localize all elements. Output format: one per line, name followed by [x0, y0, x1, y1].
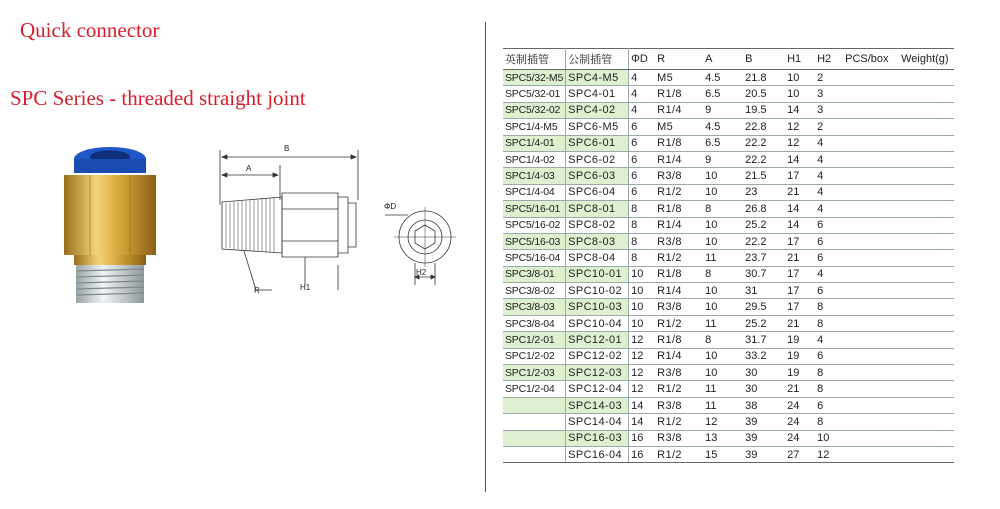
cell-r: R1/4: [655, 217, 703, 233]
cell-r: R1/8: [655, 135, 703, 151]
cell-r: R1/2: [655, 446, 703, 462]
cell-imperial-tube: SPC5/16-03: [503, 233, 566, 249]
cell-metric-tube: SPC6-M5: [566, 119, 629, 135]
cell-imperial-tube: SPC3/8-03: [503, 299, 566, 315]
cell-h1: 17: [785, 299, 815, 315]
cell-pcs-box: [843, 283, 899, 299]
cell-imperial-tube: SPC5/32-01: [503, 86, 566, 102]
cell-h2: 3: [815, 102, 843, 118]
cell-a: 15: [703, 446, 743, 462]
cell-r: R3/8: [655, 365, 703, 381]
header-a: A: [703, 49, 743, 70]
cell-b: 26.8: [743, 201, 785, 217]
cell-h1: 27: [785, 446, 815, 462]
cell-imperial-tube: [503, 446, 566, 462]
cell-imperial-tube: SPC1/2-04: [503, 381, 566, 397]
cell-phi-d: 6: [629, 168, 656, 184]
cell-h1: 10: [785, 86, 815, 102]
cell-h1: 10: [785, 70, 815, 86]
cell-h1: 14: [785, 102, 815, 118]
cell-b: 19.5: [743, 102, 785, 118]
cell-metric-tube: SPC6-03: [566, 168, 629, 184]
cell-imperial-tube: SPC1/4-01: [503, 135, 566, 151]
cell-a: 10: [703, 217, 743, 233]
cell-a: 10: [703, 365, 743, 381]
cell-imperial-tube: [503, 414, 566, 430]
table-row: [503, 151, 954, 167]
cell-weight: [899, 217, 954, 233]
cell-weight: [899, 201, 954, 217]
cell-r: R1/4: [655, 348, 703, 364]
header-imperial-tube: 英制插管: [503, 49, 566, 70]
cell-b: 31: [743, 283, 785, 299]
cell-weight: [899, 233, 954, 249]
cell-h2: 2: [815, 70, 843, 86]
table-row: [503, 381, 954, 397]
cell-b: 20.5: [743, 86, 785, 102]
cell-pcs-box: [843, 348, 899, 364]
cell-phi-d: 10: [629, 266, 656, 282]
cell-pcs-box: [843, 168, 899, 184]
header-b: B: [743, 49, 785, 70]
table-row: [503, 86, 954, 102]
cell-phi-d: 6: [629, 184, 656, 200]
cell-a: 10: [703, 184, 743, 200]
cell-h1: 19: [785, 365, 815, 381]
cell-h2: 6: [815, 348, 843, 364]
cell-metric-tube: SPC4-M5: [566, 70, 629, 86]
cell-imperial-tube: SPC5/32-02: [503, 102, 566, 118]
cell-pcs-box: [843, 365, 899, 381]
cell-r: R1/2: [655, 381, 703, 397]
cell-phi-d: 6: [629, 119, 656, 135]
dim-label-phi-d: ΦD: [384, 202, 397, 211]
cell-weight: [899, 70, 954, 86]
cell-weight: [899, 381, 954, 397]
cell-a: 10: [703, 299, 743, 315]
cell-b: 30: [743, 381, 785, 397]
cell-metric-tube: SPC12-02: [566, 348, 629, 364]
cell-r: R1/2: [655, 414, 703, 430]
cell-imperial-tube: SPC1/4-03: [503, 168, 566, 184]
cell-imperial-tube: SPC5/16-02: [503, 217, 566, 233]
table-row: [503, 315, 954, 331]
cell-a: 9: [703, 102, 743, 118]
cell-pcs-box: [843, 315, 899, 331]
cell-b: 30.7: [743, 266, 785, 282]
cell-metric-tube: SPC8-01: [566, 201, 629, 217]
cell-weight: [899, 250, 954, 266]
table-row: [503, 283, 954, 299]
table-row: [503, 184, 954, 200]
cell-h2: 6: [815, 233, 843, 249]
cell-pcs-box: [843, 266, 899, 282]
table-row: [503, 299, 954, 315]
cell-metric-tube: SPC12-01: [566, 332, 629, 348]
cell-pcs-box: [843, 86, 899, 102]
table-row: [503, 201, 954, 217]
cell-imperial-tube: SPC3/8-01: [503, 266, 566, 282]
cell-h2: 8: [815, 315, 843, 331]
cell-b: 29.5: [743, 299, 785, 315]
cell-metric-tube: SPC8-02: [566, 217, 629, 233]
cell-phi-d: 12: [629, 365, 656, 381]
cell-imperial-tube: SPC1/2-03: [503, 365, 566, 381]
table-row: [503, 217, 954, 233]
table-row: [503, 446, 954, 462]
cell-phi-d: 8: [629, 217, 656, 233]
cell-r: R1/2: [655, 315, 703, 331]
cell-weight: [899, 151, 954, 167]
cell-b: 23.7: [743, 250, 785, 266]
cell-r: M5: [655, 70, 703, 86]
cell-h1: 24: [785, 397, 815, 413]
cell-pcs-box: [843, 217, 899, 233]
cell-pcs-box: [843, 151, 899, 167]
cell-r: R1/2: [655, 250, 703, 266]
header-phi-d: ΦD: [629, 49, 656, 70]
cell-phi-d: 10: [629, 299, 656, 315]
cell-pcs-box: [843, 70, 899, 86]
cell-a: 8: [703, 266, 743, 282]
table-row: [503, 430, 954, 446]
header-pcs-box: PCS/box: [843, 49, 899, 70]
cell-weight: [899, 168, 954, 184]
cell-imperial-tube: SPC1/4-04: [503, 184, 566, 200]
cell-a: 8: [703, 201, 743, 217]
page-subtitle: SPC Series - threaded straight joint: [10, 86, 306, 110]
cell-weight: [899, 135, 954, 151]
cell-h2: 6: [815, 397, 843, 413]
cell-imperial-tube: SPC3/8-04: [503, 315, 566, 331]
cell-b: 21.8: [743, 70, 785, 86]
cell-phi-d: 12: [629, 381, 656, 397]
cell-r: R3/8: [655, 299, 703, 315]
spec-table: [503, 48, 954, 463]
cell-metric-tube: SPC6-01: [566, 135, 629, 151]
cell-weight: [899, 397, 954, 413]
cell-a: 11: [703, 315, 743, 331]
cell-pcs-box: [843, 381, 899, 397]
cell-h2: 10: [815, 430, 843, 446]
cell-weight: [899, 86, 954, 102]
cell-r: R1/4: [655, 151, 703, 167]
cell-r: R1/8: [655, 332, 703, 348]
cell-pcs-box: [843, 430, 899, 446]
table-row: [503, 365, 954, 381]
cell-weight: [899, 184, 954, 200]
cell-r: R3/8: [655, 397, 703, 413]
cell-a: 8: [703, 332, 743, 348]
cell-a: 11: [703, 381, 743, 397]
cell-weight: [899, 266, 954, 282]
dim-label-h2: H2: [416, 268, 427, 277]
table-row: [503, 348, 954, 364]
cell-r: R1/2: [655, 184, 703, 200]
cell-h1: 19: [785, 332, 815, 348]
cell-b: 38: [743, 397, 785, 413]
table-row: [503, 397, 954, 413]
cell-metric-tube: SPC12-03: [566, 365, 629, 381]
table-row: [503, 119, 954, 135]
cell-metric-tube: SPC14-04: [566, 414, 629, 430]
cell-h1: 12: [785, 119, 815, 135]
cell-metric-tube: SPC6-02: [566, 151, 629, 167]
cell-imperial-tube: [503, 397, 566, 413]
cell-pcs-box: [843, 299, 899, 315]
cell-h2: 4: [815, 201, 843, 217]
cell-phi-d: 4: [629, 70, 656, 86]
cell-pcs-box: [843, 332, 899, 348]
cell-imperial-tube: SPC5/16-04: [503, 250, 566, 266]
cell-metric-tube: SPC8-04: [566, 250, 629, 266]
side-drawing: [210, 145, 370, 300]
cell-pcs-box: [843, 119, 899, 135]
cell-phi-d: 10: [629, 315, 656, 331]
cell-b: 39: [743, 446, 785, 462]
cell-pcs-box: [843, 397, 899, 413]
cell-phi-d: 14: [629, 414, 656, 430]
cell-h1: 24: [785, 430, 815, 446]
cell-r: R1/8: [655, 266, 703, 282]
cell-pcs-box: [843, 201, 899, 217]
cell-a: 6.5: [703, 86, 743, 102]
cell-h1: 21: [785, 184, 815, 200]
cell-metric-tube: SPC8-03: [566, 233, 629, 249]
cell-phi-d: 6: [629, 135, 656, 151]
cell-metric-tube: SPC4-02: [566, 102, 629, 118]
cell-metric-tube: SPC14-03: [566, 397, 629, 413]
cell-h2: 8: [815, 381, 843, 397]
cell-weight: [899, 332, 954, 348]
cell-b: 31.7: [743, 332, 785, 348]
cell-b: 25.2: [743, 315, 785, 331]
cell-h1: 17: [785, 233, 815, 249]
cell-a: 13: [703, 430, 743, 446]
cell-h1: 21: [785, 315, 815, 331]
header-h1: H1: [785, 49, 815, 70]
dim-label-b: B: [284, 144, 290, 153]
cell-a: 10: [703, 168, 743, 184]
cell-phi-d: 16: [629, 446, 656, 462]
cell-phi-d: 12: [629, 348, 656, 364]
cell-a: 10: [703, 348, 743, 364]
cell-pcs-box: [843, 414, 899, 430]
cell-r: R3/8: [655, 430, 703, 446]
cell-h1: 24: [785, 414, 815, 430]
cell-metric-tube: SPC16-04: [566, 446, 629, 462]
cell-pcs-box: [843, 102, 899, 118]
cell-metric-tube: SPC6-04: [566, 184, 629, 200]
cell-h2: 4: [815, 266, 843, 282]
cell-b: 21.5: [743, 168, 785, 184]
page-title: Quick connector: [20, 18, 160, 42]
cell-metric-tube: SPC10-04: [566, 315, 629, 331]
table-row: [503, 233, 954, 249]
cell-h2: 6: [815, 250, 843, 266]
cell-h1: 21: [785, 250, 815, 266]
table-row: [503, 168, 954, 184]
cell-phi-d: 4: [629, 102, 656, 118]
header-weight: Weight(g): [899, 49, 954, 70]
cell-imperial-tube: SPC3/8-02: [503, 283, 566, 299]
cell-r: R1/4: [655, 283, 703, 299]
cell-imperial-tube: SPC1/4-02: [503, 151, 566, 167]
cell-h2: 8: [815, 299, 843, 315]
table-row: [503, 70, 954, 86]
cell-h2: 4: [815, 151, 843, 167]
cell-metric-tube: SPC10-03: [566, 299, 629, 315]
cell-a: 4.5: [703, 70, 743, 86]
cell-h2: 3: [815, 86, 843, 102]
cell-metric-tube: SPC4-01: [566, 86, 629, 102]
cell-phi-d: 16: [629, 430, 656, 446]
cell-r: R1/4: [655, 102, 703, 118]
cell-r: R1/8: [655, 201, 703, 217]
cell-a: 6.5: [703, 135, 743, 151]
cell-h2: 4: [815, 168, 843, 184]
cell-h1: 17: [785, 266, 815, 282]
cell-a: 12: [703, 414, 743, 430]
cell-a: 10: [703, 233, 743, 249]
cell-b: 25.2: [743, 217, 785, 233]
cell-pcs-box: [843, 446, 899, 462]
cell-h1: 12: [785, 135, 815, 151]
table-row: [503, 135, 954, 151]
cell-phi-d: 8: [629, 250, 656, 266]
vertical-divider: [485, 22, 486, 492]
cell-weight: [899, 102, 954, 118]
cell-pcs-box: [843, 233, 899, 249]
table-row: [503, 102, 954, 118]
cell-h1: 17: [785, 283, 815, 299]
cell-imperial-tube: SPC5/16-01: [503, 201, 566, 217]
cell-r: R1/8: [655, 86, 703, 102]
header-r: R: [655, 49, 703, 70]
cell-b: 22.2: [743, 135, 785, 151]
cell-weight: [899, 446, 954, 462]
cell-h2: 6: [815, 283, 843, 299]
cell-pcs-box: [843, 135, 899, 151]
cell-h2: 12: [815, 446, 843, 462]
cell-weight: [899, 365, 954, 381]
cell-a: 11: [703, 250, 743, 266]
dim-label-r: R: [254, 286, 260, 295]
table-header-row: [503, 49, 954, 70]
cell-h2: 2: [815, 119, 843, 135]
cell-h1: 17: [785, 168, 815, 184]
cell-phi-d: 14: [629, 397, 656, 413]
cell-phi-d: 6: [629, 151, 656, 167]
cell-b: 30: [743, 365, 785, 381]
cell-imperial-tube: SPC1/2-01: [503, 332, 566, 348]
cell-imperial-tube: SPC1/2-02: [503, 348, 566, 364]
cell-b: 22.2: [743, 233, 785, 249]
header-h2: H2: [815, 49, 843, 70]
cell-r: R3/8: [655, 233, 703, 249]
cell-weight: [899, 430, 954, 446]
cell-h1: 21: [785, 381, 815, 397]
cell-imperial-tube: SPC1/4-M5: [503, 119, 566, 135]
table-row: [503, 332, 954, 348]
cell-weight: [899, 299, 954, 315]
cell-h2: 8: [815, 414, 843, 430]
cell-imperial-tube: [503, 430, 566, 446]
table-row: [503, 414, 954, 430]
dim-label-h1: H1: [300, 283, 311, 292]
cell-weight: [899, 348, 954, 364]
table-row: [503, 250, 954, 266]
cell-phi-d: 8: [629, 233, 656, 249]
cell-pcs-box: [843, 184, 899, 200]
cell-weight: [899, 283, 954, 299]
cell-h2: 4: [815, 135, 843, 151]
cell-h2: 4: [815, 184, 843, 200]
cell-r: M5: [655, 119, 703, 135]
cell-r: R3/8: [655, 168, 703, 184]
cell-h1: 14: [785, 217, 815, 233]
cell-weight: [899, 119, 954, 135]
cell-b: 39: [743, 414, 785, 430]
cell-h1: 19: [785, 348, 815, 364]
cell-phi-d: 10: [629, 283, 656, 299]
cell-phi-d: 12: [629, 332, 656, 348]
cell-phi-d: 8: [629, 201, 656, 217]
cell-weight: [899, 414, 954, 430]
cell-pcs-box: [843, 250, 899, 266]
cell-b: 33.2: [743, 348, 785, 364]
cell-phi-d: 4: [629, 86, 656, 102]
cell-b: 23: [743, 184, 785, 200]
cell-h1: 14: [785, 151, 815, 167]
cell-a: 9: [703, 151, 743, 167]
cell-imperial-tube: SPC5/32-M5: [503, 70, 566, 86]
dim-label-a: A: [246, 164, 252, 173]
header-metric-tube: 公制插管: [566, 49, 629, 70]
cell-a: 4.5: [703, 119, 743, 135]
cell-metric-tube: SPC16-03: [566, 430, 629, 446]
cell-weight: [899, 315, 954, 331]
cell-h2: 8: [815, 365, 843, 381]
product-photo: [50, 145, 170, 307]
cell-a: 10: [703, 283, 743, 299]
cell-h2: 4: [815, 332, 843, 348]
cell-metric-tube: SPC12-04: [566, 381, 629, 397]
cell-b: 22.2: [743, 151, 785, 167]
cell-h1: 14: [785, 201, 815, 217]
cell-metric-tube: SPC10-01: [566, 266, 629, 282]
cell-b: 22.8: [743, 119, 785, 135]
cell-a: 11: [703, 397, 743, 413]
cell-h2: 6: [815, 217, 843, 233]
cell-metric-tube: SPC10-02: [566, 283, 629, 299]
table-row: [503, 266, 954, 282]
cell-b: 39: [743, 430, 785, 446]
